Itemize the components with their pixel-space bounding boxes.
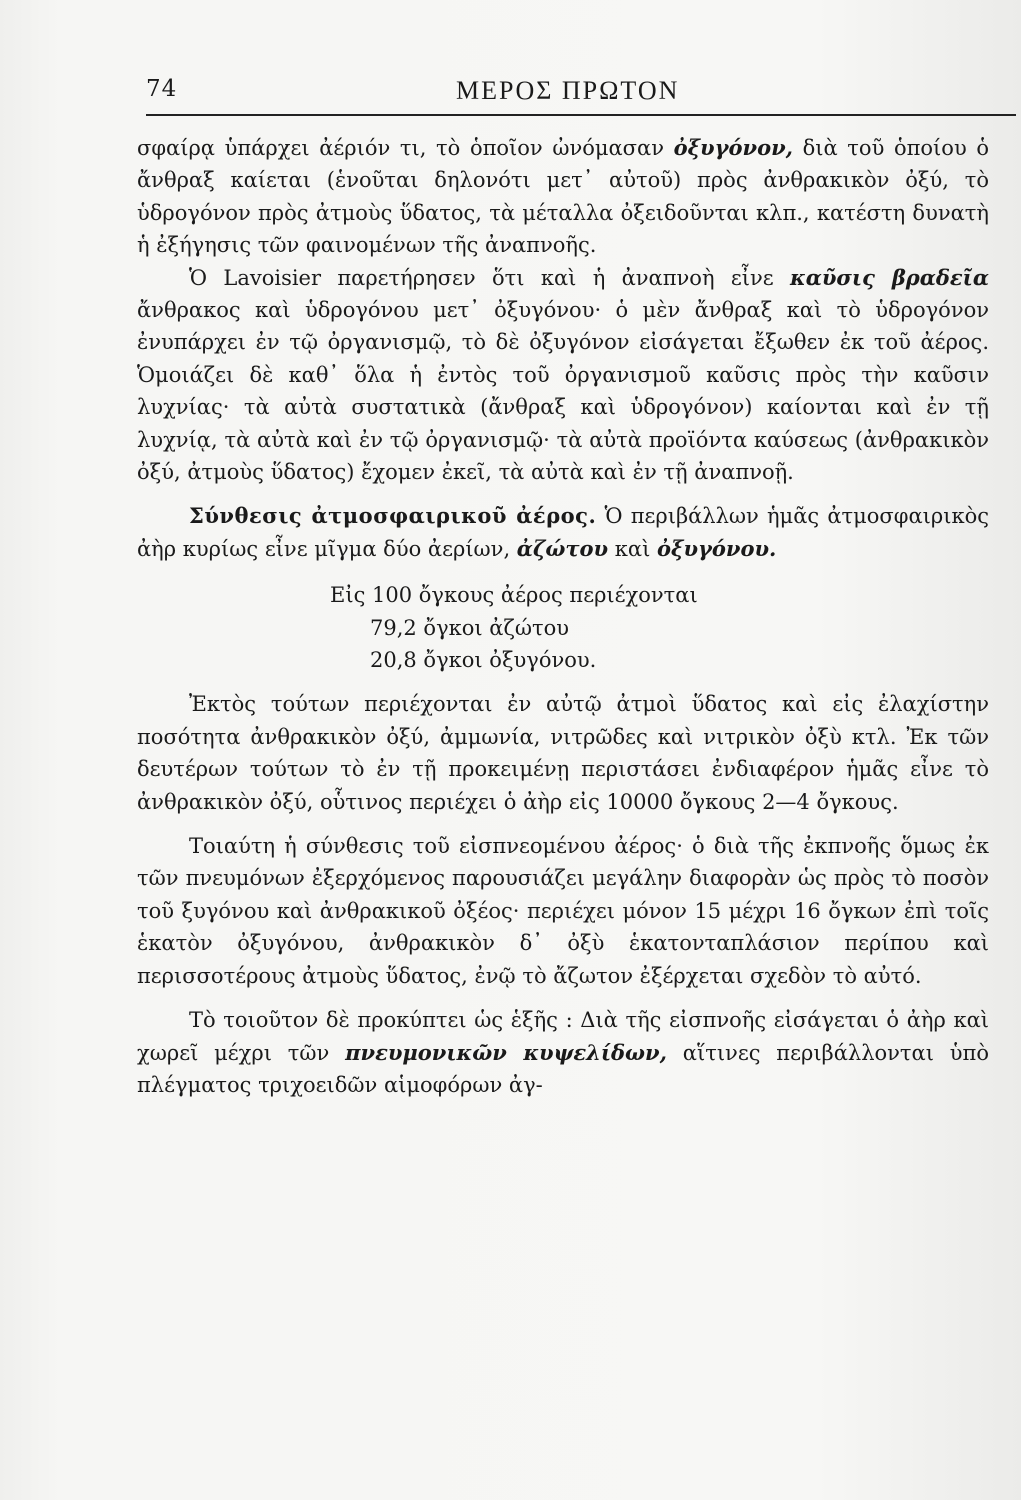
paragraph-6-text-a: Τὸ τοιοῦτον δὲ προκύπτει ὡς ἑξῆς : Διὰ τῆς εἰσπνοῆς εἰσάγεται ὁ ἀὴρ καὶ χωρεῖ μέχρι τῶν <box>137 1008 989 1065</box>
paragraph-3-text-c: καὶ <box>608 536 657 561</box>
paragraph-3-text-a: Ὁ περιβάλλων ἡμᾶς ἀτμοσφαιρικὸς ἀὴρ κυρίως εἶνε μῖγμα δύο ἀερίων, <box>137 504 989 561</box>
paragraph-6 <box>137 1004 989 1101</box>
paragraph-1 <box>137 132 989 262</box>
running-head: ΜΕΡΟΣ ΠΡΩΤΟΝ <box>456 76 680 105</box>
header-rule <box>146 114 1016 116</box>
term-oxygen: ὀξυγόνον, <box>673 135 793 160</box>
term-slow-combustion: καῦσις βραδεῖα <box>789 264 989 290</box>
table-row: Εἰς 100 ὄγκους ἀέρος περιέχονται <box>330 583 698 608</box>
paragraph-3 <box>137 500 989 565</box>
table-row: 20,8 ὄγκοι ὀξυγόνου. <box>370 648 597 673</box>
term-pulmonary-alveoli: πνευμονικῶν κυψελίδων, <box>345 1039 667 1065</box>
paragraph-5: Τοιαύτη ἡ σύνθεσις τοῦ εἰσπνεομένου ἀέρος· ὁ διὰ τῆς ἐκπνοῆς ὅμως ἐκ τῶν πνευμόνων ἐξερχόμενος παρουσιάζει μεγάλην διαφορὰν ὡς πρὸς τὸ ποσὸν τοῦ ξυγόνου καὶ ἀνθρακικοῦ ὀξέος· περιέχει μόνον 15 μέχρι 16 ὄγκων ἐπὶ τοῖς ἑκατὸν ὀξυγόνου, ἀνθρακικὸν δ᾽ ὀξὺ ἑκατονταπλάσιον περίπου καὶ περισσοτέρους ἀτμοὺς ὕδατος, ἐνῷ τὸ ἄζωτον ἐξέρχεται σχεδὸν τὸ αὐτό. <box>137 834 989 988</box>
paragraph-4: Ἐκτὸς τούτων περιέχονται ἐν αὐτῷ ἀτμοὶ ὕδατος καὶ εἰς ἐλαχίστην ποσότητα ἀνθρακικὸν ὀξύ, ἀμμωνία, νιτρῶδες καὶ νιτρικὸν ὀξὺ κτλ. Ἐκ τῶν δευτέρων τούτων τὸ ἐν τῇ προκειμένῃ περιστάσει ἐνδιαφέρον ἡμᾶς εἶνε τὸ ἀνθρακικὸν ὀξύ, οὗτινος περιέχει ὁ ἀὴρ εἰς 10000 ὄγκους 2—4 ὄγκους. <box>137 692 989 814</box>
page-header <box>146 76 1016 116</box>
term-nitrogen: ἀζώτου <box>516 535 609 561</box>
paragraph-2-text-a: Ὁ Lavoisier παρετήρησεν ὅτι καὶ ἡ ἀναπνοὴ εἶνε <box>189 265 790 290</box>
paragraph-1-text-c: διὰ τοῦ ὁποίου ὁ ἄνθραξ καίεται (ἑνοῦται δηλονότι μετ᾽ αὐτοῦ) πρὸς ἀνθρακικὸν ὀξύ, τὸ ὑδρογόνον πρὸς ἀτμοὺς ὕδατος, τὰ μέταλλα ὀξειδοῦνται κλπ., κατέστη δυνατὴ ἡ ἐξήγησις τῶν φαινομένων τῆς ἀναπνοῆς. <box>137 136 989 258</box>
paragraph-2-text-c: ἄνθρακος καὶ ὑδρογόνου μετ᾽ ὀξυγόνου· ὁ μὲν ἄνθραξ καὶ τὸ ὑδρογόνον ἐνυπάρχει ἐν τῷ ὀργανισμῷ, τὸ δὲ ὀξυγόνον εἰσάγεται ἔξωθεν ἐκ τοῦ ἀέρος. Ὁμοιάζει δὲ καθ᾽ ὅλα ἡ ἐντὸς τοῦ ὀργανισμοῦ καῦσις πρὸς τὴν καῦσιν λυχνίας· τὰ αὐτὰ συστατικὰ (ἄνθραξ καὶ ὑδρογόνον) καίονται καὶ ἐν τῇ λυχνίᾳ, τὰ αὐτὰ καὶ ἐν τῷ ὀργανισμῷ· τὰ αὐτὰ προϊόντα καύσεως (ἀνθρακικὸν ὀξύ, ἀτμοὺς ὕδατος) ἔχομεν ἐκεῖ, τὰ αὐτὰ καὶ ἐν τῇ ἀναπνοῇ. <box>137 298 989 485</box>
page-number: 74 <box>146 76 178 102</box>
paragraph-1-text-a: σφαίρᾳ ὑπάρχει ἀέριόν τι, τὸ ὁποῖον ὠνόμασαν <box>137 136 674 160</box>
table-row: 79,2 ὄγκοι ἀζώτου <box>370 615 570 640</box>
body-text <box>137 132 989 1101</box>
paragraph-6-text-c: αἵτινες περιβάλλονται ὑπὸ πλέγματος τριχοειδῶν αἱμοφόρων ἀγ- <box>137 1040 989 1097</box>
air-composition-table <box>137 579 989 676</box>
term-oxygen-2: ὀξυγόνου. <box>657 535 777 561</box>
paragraph-2 <box>137 262 989 489</box>
section-heading: Σύνθεσις ἀτμοσφαιρικοῦ ἀέρος. <box>189 503 597 529</box>
